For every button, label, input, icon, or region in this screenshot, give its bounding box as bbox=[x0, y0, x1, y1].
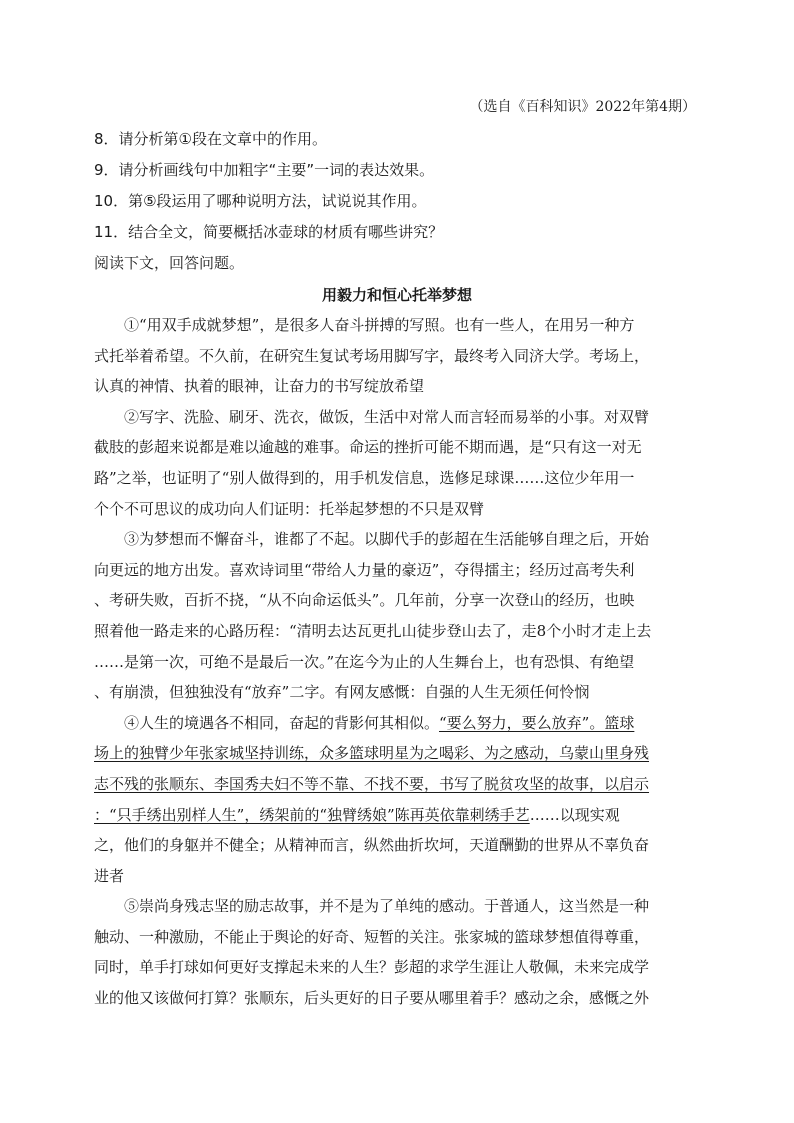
question-11: 11．结合全文，简要概括冰壶球的材质有哪些讲究？ bbox=[94, 223, 444, 241]
underlined-sentence: 志不残的张顺东、李国秀夫妇不等不靠、不找不要，书写了脱贫攻坚的故事，以启示 bbox=[94, 774, 650, 793]
reading-instruction: 阅读下文，回答问题。 bbox=[94, 254, 245, 272]
paragraph-3 bbox=[94, 524, 702, 708]
plain-text: ……以现实观 bbox=[529, 805, 620, 824]
underlined-sentence: 场上的独臂少年张家城坚持训练，众多篮球明星为之喝彩、为之感动，乌蒙山里身残 bbox=[94, 744, 650, 763]
paragraph-line: ⑤崇尚身残志坚的励志故事，并不是为了单纯的感动。于普通人，这当然是一种 bbox=[124, 897, 650, 916]
paragraph-line: 个个不可思议的成功向人们证明：托举起梦想的不只是双臂 bbox=[94, 499, 485, 518]
paragraph-line: ③为梦想而不懈奋斗，谁都了不起。以脚代手的彭超在生活能够自理之后，开始 bbox=[124, 530, 650, 549]
paragraph-line: 截肢的彭超来说都是难以逾越的难事。命运的挫折可能不期而遇，是“只有这一对无 bbox=[94, 438, 642, 457]
paragraph-line: 向更远的地方出发。喜欢诗词里“带给人力量的豪迈”，夺得擂主；经历过高考失利 bbox=[94, 560, 635, 579]
underlined-sentence: “要么努力，要么放弃”。篮球 bbox=[439, 713, 635, 732]
article-title: 用毅力和恒心托举梦想 bbox=[321, 286, 472, 304]
paragraph-line: ……是第一次，可绝不是最后一次。”在迄今为止的人生舞台上，也有恐惧、有绝望 bbox=[94, 652, 635, 671]
paragraph-line bbox=[94, 708, 702, 739]
paragraph-line: 同时，单手打球如何更好支撑起未来的人生？彭超的求学生涯让人敬佩，未来完成学 bbox=[94, 958, 650, 977]
underlined-sentence: ：“只手绣出别样人生”，绣架前的“独臂绣娘”陈再英依靠刺绣手艺 bbox=[94, 805, 530, 824]
paragraph-1 bbox=[94, 310, 702, 402]
paragraph-line: 、有崩溃，但独独没有“放弃”二字。有网友感慨：自强的人生无须任何怜悯 bbox=[94, 683, 590, 702]
paragraph-line: ②写字、洗脸、刷牙、洗衣，做饭，生活中对常人而言轻而易举的小事。对双臂 bbox=[124, 407, 650, 426]
question-list bbox=[94, 124, 704, 279]
paragraph-line: 业的他又该做何打算？张顺东，后头更好的日子要从哪里着手？感动之余，感慨之外 bbox=[94, 989, 650, 1008]
paragraph-line bbox=[94, 769, 702, 800]
paragraph-line: 式托举着希望。不久前，在研究生复试考场用脚写字，最终考入同济大学。考场上， bbox=[94, 346, 650, 365]
paragraph-5 bbox=[94, 891, 702, 1013]
source-citation: （选自《百科知识》2022年第4期） bbox=[469, 99, 696, 115]
paragraph-line bbox=[94, 738, 702, 769]
paragraph-line: 进者 bbox=[94, 866, 125, 885]
paragraph-line bbox=[94, 800, 702, 831]
question-8: 8．请分析第①段在文章中的作用。 bbox=[94, 130, 327, 148]
article-body bbox=[94, 310, 702, 1014]
paragraph-2 bbox=[94, 402, 702, 524]
paragraph-line: 之，他们的身躯并不健全；从精神而言，纵然曲折坎坷，天道酬勤的世界从不辜负奋 bbox=[94, 836, 650, 855]
plain-text: ④人生的境遇各不相同，奋起的背影何其相似。 bbox=[124, 713, 440, 732]
question-10: 10．第⑤段运用了哪种说明方法，试说说其作用。 bbox=[94, 192, 427, 210]
paragraph-line: ①“用双手成就梦想”，是很多人奋斗拼搏的写照。也有一些人，在用另一种方 bbox=[124, 316, 635, 334]
paragraph-line: 认真的神情、执着的眼神，让奋力的书写绽放希望 bbox=[94, 377, 425, 396]
question-9: 9．请分析画线句中加粗字“主要”一词的表达效果。 bbox=[94, 161, 435, 179]
paragraph-line: 、考研失败，百折不挠，“从不向命运低头”。几年前，分享一次登山的经历，也映 bbox=[94, 591, 635, 610]
paragraph-line: 触动、一种激励，不能止于舆论的好奇、短暂的关注。张家城的篮球梦想值得尊重， bbox=[94, 927, 650, 946]
paragraph-4 bbox=[94, 708, 702, 892]
paragraph-line: 路”之举，也证明了“别人做得到的，用手机发信息，选修足球课……这位少年用一 bbox=[94, 468, 635, 487]
paragraph-line: 照着他一路走来的心路历程：“清明去达瓦更扎山徒步登山去了，走8个小时才走上去 bbox=[94, 621, 652, 640]
